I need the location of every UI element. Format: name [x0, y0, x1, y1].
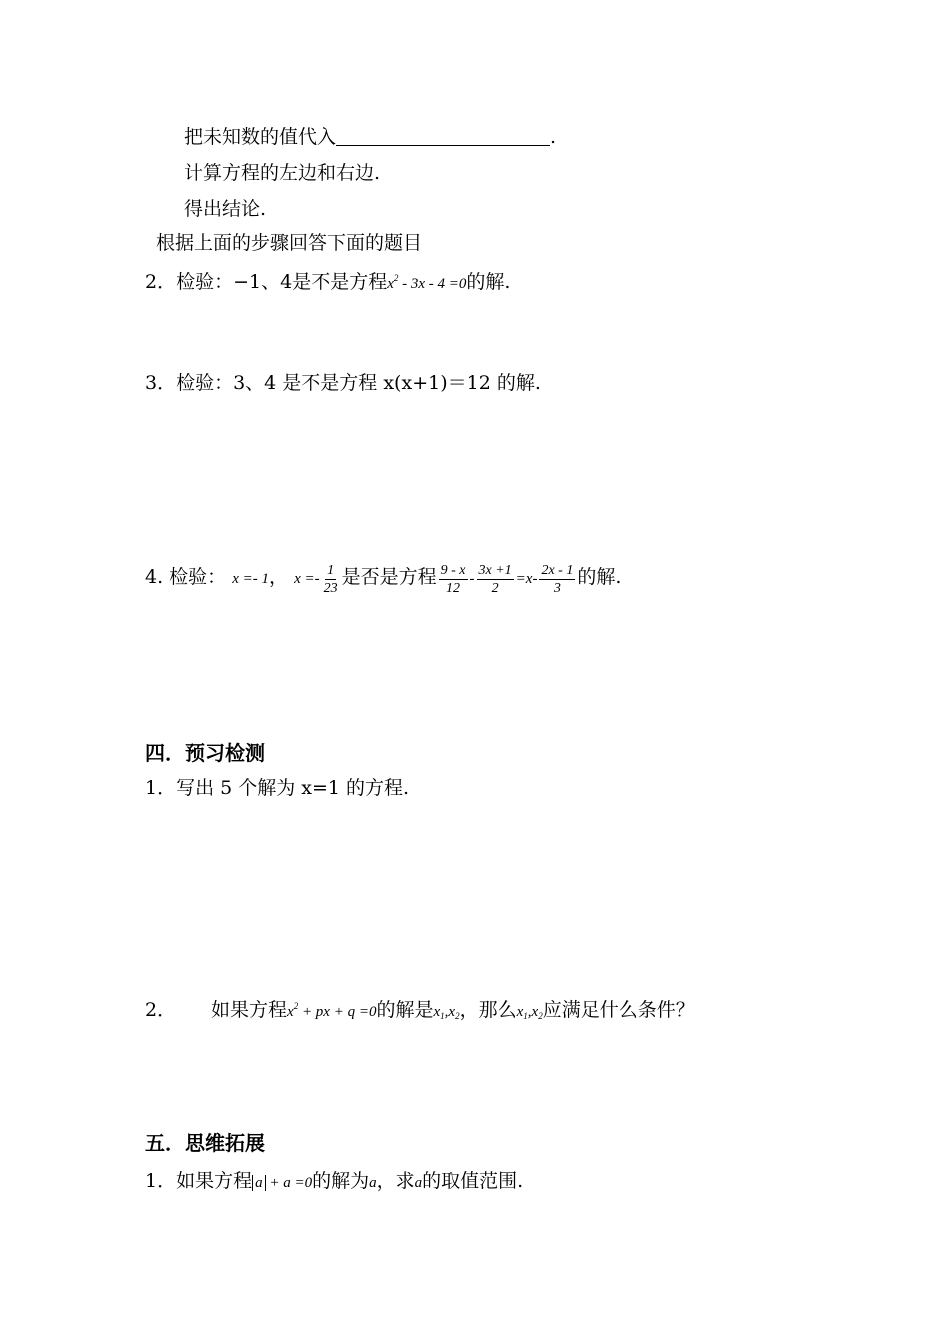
step-conclude: 得出结论.	[184, 198, 267, 220]
q4-equation: $\frac{9 - x}{12}$ - $\frac{3x +1}{2}$ =x- $\frac{2x - 1}{3}$	[440, 563, 574, 596]
section-5-title: 五．思维拓展	[145, 1131, 265, 1155]
question-2: 2．检验：−1、4是不是方程$x^2 - 3x - 4 =0$的解.	[145, 271, 511, 293]
step-substitute: 把未知数的值代入 .	[184, 126, 557, 148]
steps-intro: 根据上面的步骤回答下面的题目	[156, 232, 423, 254]
q2-values: −1、4	[233, 271, 293, 293]
step-substitute-text: 把未知数的值代入	[184, 126, 337, 148]
s4-roots-2: $x_1,x_2$	[516, 1004, 543, 1021]
question-4: 4. 检验： x =- 1， x =- $\frac{1}{23}$ 是否是方程 $\frac{9 - x}{12}$ - $\frac{3x +1}{2}$ =x- $\frac{2x - 1}{3}$ 的解.	[145, 563, 622, 596]
s4-question-1: 1．写出 5 个解为 x=1 的方程.	[145, 777, 410, 799]
q4-value-2: x =- $\frac{1}{23}$	[294, 563, 338, 596]
section-4-title: 四．预习检测	[145, 741, 265, 765]
s5-equation: a + a =0	[252, 1175, 312, 1191]
answer-blank[interactable]	[336, 125, 550, 146]
s5-question-1: 1．如果方程 a + a =0的解为a，求a的取值范围.	[145, 1170, 524, 1192]
s4-roots: $x_1,x_2$	[433, 1004, 460, 1021]
s4-q2-equation: $x^2$ + px + q =0	[287, 1001, 377, 1020]
step-compute: 计算方程的左边和右边.	[184, 162, 381, 184]
question-3: 3．检验：3、4 是不是方程 x(x+1)＝12 的解.	[145, 372, 541, 394]
s4-question-2: 2． 如果方程$x^2$ + px + q =0的解是$x_1,x_2$，那么$x_1,x_2$应满足什么条件？	[145, 999, 695, 1021]
q2-equation: $x^2 - 3x - 4 =0$	[387, 273, 467, 292]
q4-value-1: x =- 1	[232, 570, 269, 587]
